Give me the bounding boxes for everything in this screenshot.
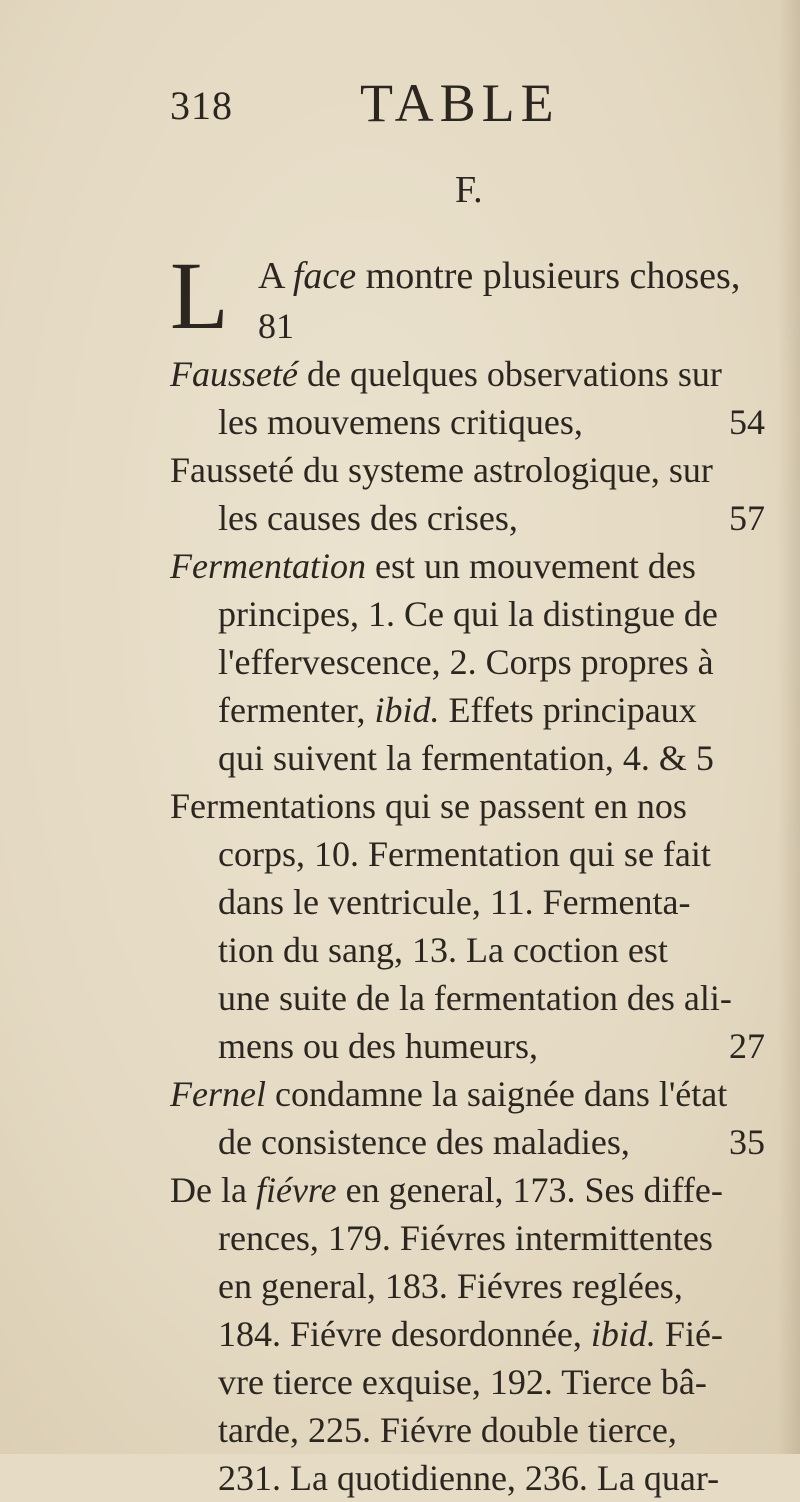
page-reference: 57 xyxy=(729,498,765,538)
page-header xyxy=(170,72,590,142)
text-run: l'effervescence, 2. Corps propres à xyxy=(218,642,714,682)
index-line xyxy=(170,1358,765,1406)
index-line xyxy=(170,302,765,350)
italic-term: Fausseté xyxy=(170,354,298,394)
index-line-text xyxy=(218,1266,683,1306)
text-run: condamne la saignée dans l'état xyxy=(265,1074,728,1114)
index-line xyxy=(170,734,765,782)
text-run: Effets principaux xyxy=(439,690,697,730)
page-reference: 54 xyxy=(729,402,765,442)
index-line-text xyxy=(218,738,714,778)
index-line-text xyxy=(218,978,732,1018)
index-line-text xyxy=(218,642,714,682)
text-run: dans le ventricule, 11. Fermenta- xyxy=(218,882,691,922)
index-line xyxy=(170,1022,765,1070)
index-line xyxy=(170,1262,765,1310)
index-line-text xyxy=(170,546,696,586)
text-run: de consistence des maladies, xyxy=(218,1122,630,1162)
index-line xyxy=(170,974,765,1022)
index-line-text xyxy=(218,882,691,922)
index-line xyxy=(170,350,765,398)
text-run: tion du sang, 13. La coction est xyxy=(218,930,668,970)
text-run: principes, 1. Ce qui la distingue de xyxy=(218,594,718,634)
text-run: les causes des crises, xyxy=(218,498,518,538)
index-line xyxy=(170,398,765,446)
text-run: fermenter, xyxy=(218,690,375,730)
index-line xyxy=(170,1070,765,1118)
italic-term: ibid. xyxy=(590,1314,656,1354)
text-run: rences, 179. Fiévres intermittentes xyxy=(218,1218,713,1258)
text-run: en general, 173. Ses diffe- xyxy=(336,1170,723,1210)
index-line xyxy=(170,1118,765,1166)
index-line-text xyxy=(218,1218,713,1258)
index-line-text xyxy=(170,1170,723,1210)
index-line xyxy=(170,1214,765,1262)
text-run: montre plusieurs choses, xyxy=(356,255,741,297)
italic-term: fiévre xyxy=(255,1170,337,1210)
index-line-text xyxy=(170,1074,727,1114)
index-line xyxy=(170,686,765,734)
text-run: Fié- xyxy=(655,1314,723,1354)
index-line-text xyxy=(258,255,740,297)
italic-term: face xyxy=(292,255,357,297)
text-run: en general, 183. Fiévres reglées, xyxy=(218,1266,683,1306)
index-line-text xyxy=(218,402,583,442)
index-line xyxy=(170,638,765,686)
index-line-text xyxy=(218,1362,707,1402)
index-line-text xyxy=(218,690,697,730)
index-line-text xyxy=(218,498,518,538)
text-run: tarde, 225. Fiévre double tierce, xyxy=(218,1410,677,1450)
text-run: une suite de la fermentation des ali- xyxy=(218,978,732,1018)
index-line-text xyxy=(218,1314,723,1354)
index-line xyxy=(170,1406,765,1454)
text-run: corps, 10. Fermentation qui se fait xyxy=(218,834,711,874)
index-line-text xyxy=(170,786,687,826)
section-letter: F. xyxy=(455,169,483,211)
text-run: les mouvemens critiques, xyxy=(218,402,583,442)
italic-term: Fermentation xyxy=(170,546,366,586)
index-line-text xyxy=(218,1026,538,1066)
text-run: Fausseté du systeme astrologique, sur xyxy=(170,450,713,490)
index-line xyxy=(170,1310,765,1358)
index-line xyxy=(170,1166,765,1214)
index-line xyxy=(170,830,765,878)
text-run: vre tierce exquise, 192. Tierce bâ- xyxy=(218,1362,707,1402)
index-line-text xyxy=(258,306,294,346)
italic-term: Fernel xyxy=(170,1074,266,1114)
page-number: 318 xyxy=(170,83,233,128)
text-run: De la xyxy=(170,1170,256,1210)
text-run: A xyxy=(258,255,293,297)
index-entries xyxy=(170,242,765,1502)
index-line xyxy=(170,446,765,494)
index-line-text xyxy=(218,1122,630,1162)
page-reference: 35 xyxy=(729,1122,765,1162)
index-line xyxy=(170,782,765,830)
index-line-text xyxy=(218,594,718,634)
index-line-text xyxy=(218,1458,719,1498)
index-line-text xyxy=(218,834,711,874)
text-run: Fermentations qui se passent en nos xyxy=(170,786,687,826)
page-reference: 27 xyxy=(729,1026,765,1066)
drop-cap: L xyxy=(170,242,229,349)
index-line xyxy=(170,878,765,926)
text-run: 231. La quotidienne, 236. La quar- xyxy=(218,1458,720,1498)
text-run: mens ou des humeurs, xyxy=(218,1026,538,1066)
page-gutter-shadow xyxy=(778,0,800,1454)
italic-term: ibid. xyxy=(374,690,440,730)
index-line xyxy=(170,250,765,302)
index-line xyxy=(170,590,765,638)
index-line-text xyxy=(218,930,668,970)
index-line xyxy=(170,1454,765,1502)
text-run: qui suivent la fermentation, 4. & 5 xyxy=(218,738,714,778)
index-line-text xyxy=(170,354,722,394)
text-run: 81 xyxy=(258,306,294,346)
index-line xyxy=(170,494,765,542)
index-line xyxy=(170,926,765,974)
index-line-text xyxy=(218,1410,677,1450)
index-line xyxy=(170,542,765,590)
text-run: est un mouvement des xyxy=(365,546,696,586)
text-run: 184. Fiévre desordonnée, xyxy=(218,1314,591,1354)
running-title: TABLE xyxy=(360,73,560,133)
text-run: de quelques observations sur xyxy=(297,354,722,394)
index-line-text xyxy=(170,450,713,490)
